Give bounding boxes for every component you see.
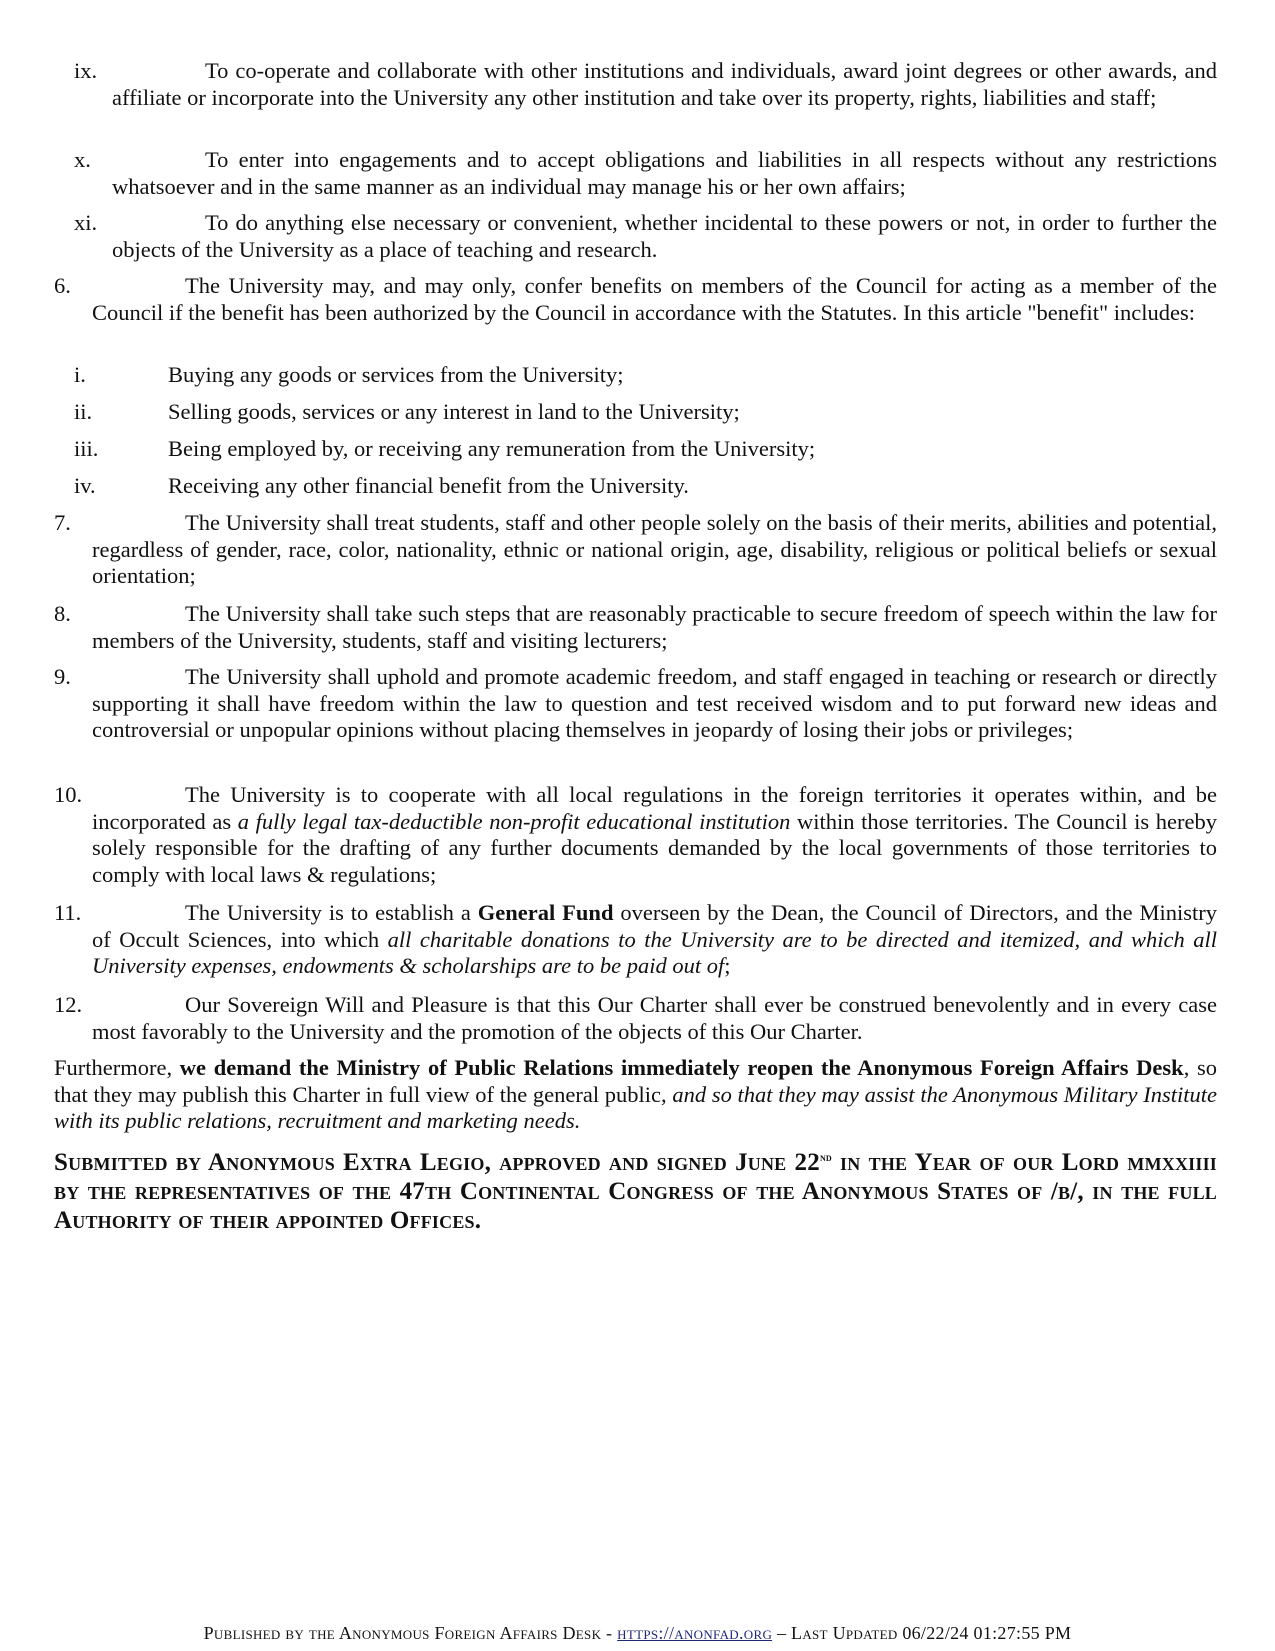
item-text: Receiving any other financial benefit from the University. [168, 473, 689, 498]
article-text: The University shall treat students, staff and other people solely on the basis of their merits, abilities and potential, regardless of gender, race, color, nationality, ethnic or national origin, age, disability, religious or political beliefs or sexual orientation; [92, 510, 1217, 588]
item-number: x. [74, 147, 91, 172]
item-text: Buying any goods or services from the University; [168, 362, 624, 387]
text-run: The University is to establish a [185, 900, 478, 925]
article-10 [54, 782, 1217, 888]
text-run: , so that they may publish this Charter in full view of the general public, [54, 1055, 1217, 1107]
list-item-x [74, 147, 1217, 200]
article-text [54, 900, 1217, 980]
article-number: 6. [54, 273, 71, 298]
footer-last-updated: – Last Updated 06/22/24 01:27:55 PM [772, 1623, 1072, 1643]
item-text: Selling goods, services or any interest in land to the University; [168, 399, 740, 424]
article-number: 7. [54, 510, 71, 535]
article-text [54, 782, 1217, 888]
list-item-iv [74, 473, 1217, 500]
item-text: To do anything else necessary or convenient, whether incidental to these powers or not, in order to further the objects of the University as a place of teaching and research. [112, 210, 1217, 262]
article-11 [54, 900, 1217, 980]
item-number: iv. [74, 473, 96, 498]
item-text: To co-operate and collaborate with other institutions and individuals, award joint degrees or other awards, and affiliate or incorporate into the University any other institution and take over its property, rights, liabilities and staff; [112, 58, 1217, 110]
text-run: overseen by the Dean, the Council of Directors, and the Ministry of Occult Sciences, into which [92, 900, 1217, 952]
list-item-ii [74, 399, 1217, 426]
article-9 [54, 664, 1217, 744]
article-text: The University shall uphold and promote academic freedom, and staff engaged in teaching or research or directly supporting it shall have freedom within the law to question and test received wisdom and to put forward new ideas and controversial or unpopular opinions without placing themselves in jeopardy of losing their jobs or privileges; [92, 664, 1217, 742]
article-number: 11. [54, 900, 82, 925]
list-item-xi [74, 210, 1217, 263]
signoff-text: in the Year of our Lord mmxxiiii by the representatives of the 47th Continental Congress of the Anonymous States of /b/, in the full Authority of their appointed Offices. [54, 1149, 1218, 1234]
text-run: within those territories. The Council is hereby solely responsible for the drafting of any further documents demanded by the local governments of those territories to comply with local laws & regulations; [92, 808, 1217, 887]
text-run-italic: a fully legal tax-deductible non-profit educational institution [237, 808, 791, 834]
text-run: Furthermore, [54, 1055, 180, 1080]
item-text: To enter into engagements and to accept obligations and liabilities in all respects without any restrictions whatsoever and in the same manner as an individual may manage his or her own affairs; [112, 147, 1217, 199]
footer-website-link[interactable]: https://anonfad.org [617, 1623, 773, 1643]
text-run: The University is to cooperate with all local regulations in the foreign territories it operates within, and be incorporated as [92, 782, 1217, 834]
demand-bold: we demand the Ministry of Public Relations immediately reopen the Anonymous Foreign Affairs Desk [179, 1055, 1184, 1080]
general-fund-bold: General Fund [477, 900, 614, 925]
footer-publisher: Published by the Anonymous Foreign Affairs Desk - [203, 1623, 618, 1643]
article-12 [54, 992, 1217, 1045]
article-number: 12. [54, 992, 83, 1017]
article-number: 9. [54, 664, 71, 689]
article-8 [54, 601, 1217, 654]
text-run-italic: and so that they may assist the Anonymous Military Institute with its public relations, recruitment and marketing needs. [54, 1081, 1217, 1133]
page-footer [0, 1622, 1275, 1644]
text-run-italic: all charitable donations to the University are to be directed and itemized, and which all University expenses, endowments & scholarships are to be paid out of [92, 926, 1217, 978]
list-item-i [74, 362, 1217, 389]
article-text: The University shall take such steps that are reasonably practicable to secure freedom of speech within the law for members of the University, students, staff and visiting lecturers; [92, 601, 1217, 653]
article-number: 10. [54, 782, 83, 807]
item-text: Being employed by, or receiving any remuneration from the University; [168, 436, 816, 461]
ordinal-suffix: nd [819, 1150, 832, 1164]
closing-paragraph [54, 1055, 1217, 1135]
item-number: ii. [74, 399, 93, 424]
item-number: xi. [74, 210, 98, 235]
list-item-ix [74, 58, 1217, 111]
list-item-iii [74, 436, 1217, 463]
signoff-statement [54, 1148, 1217, 1235]
article-number: 8. [54, 601, 71, 626]
article-7 [54, 510, 1217, 590]
article-text: Our Sovereign Will and Pleasure is that this Our Charter shall ever be construed benevolently and in every case most favorably to the University and the promotion of the objects of this Our Charter. [92, 992, 1217, 1044]
item-number: iii. [74, 436, 99, 461]
item-number: i. [74, 362, 86, 387]
signoff-text: Submitted by Anonymous Extra Legio, approved and signed June 22 [54, 1149, 820, 1176]
text-run: ; [724, 953, 731, 978]
article-text: The University may, and may only, confer benefits on members of the Council for acting as a member of the Council if the benefit has been authorized by the Council in accordance with the Statutes. In this article "benefit" includes: [92, 273, 1217, 325]
article-6 [54, 273, 1217, 326]
item-number: ix. [74, 58, 98, 83]
